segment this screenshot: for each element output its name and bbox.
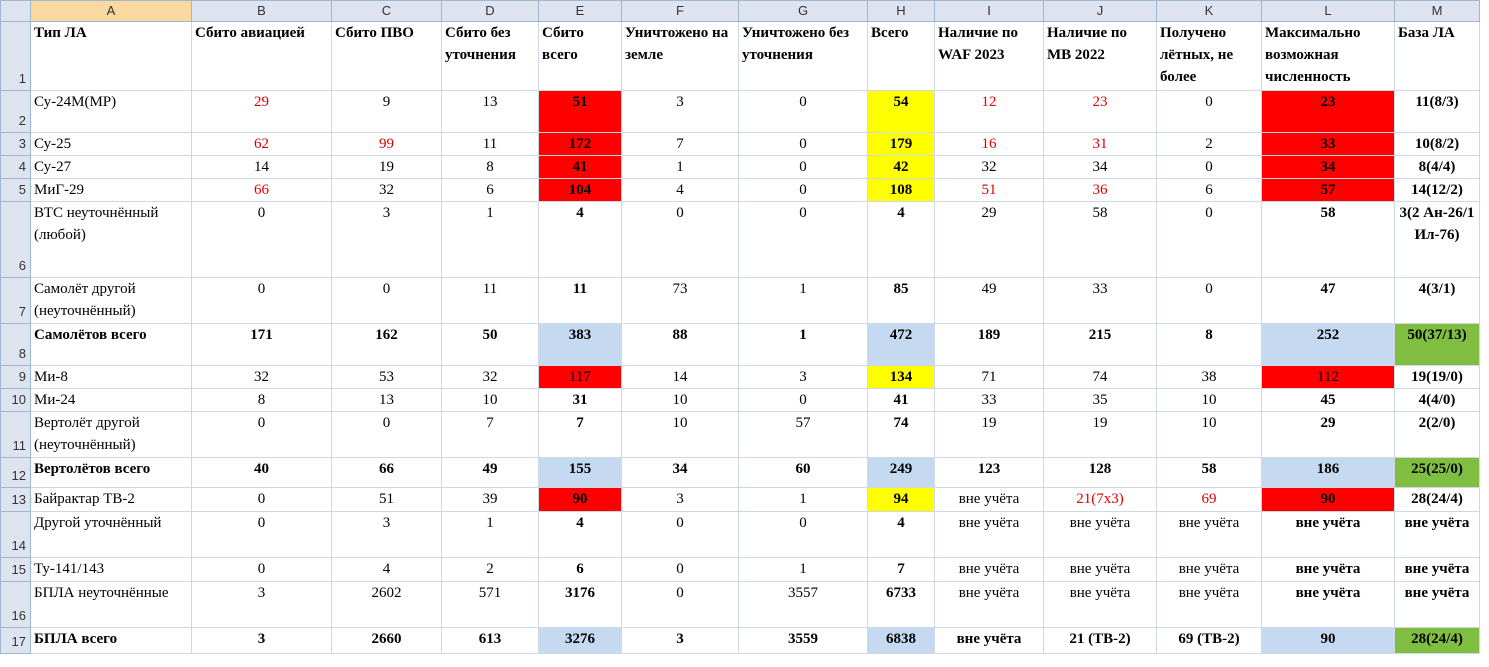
cell-f12[interactable]: 34 (622, 458, 739, 488)
cell-e12[interactable]: 155 (539, 458, 622, 488)
cell-d4[interactable]: 8 (442, 156, 539, 179)
cell-c11[interactable]: 0 (332, 412, 442, 458)
cell-e11[interactable]: 7 (539, 412, 622, 458)
cell-j15[interactable]: вне учёта (1044, 558, 1157, 582)
table-row (1, 512, 1480, 558)
cell-e4[interactable]: 41 (539, 156, 622, 179)
cell-f2[interactable]: 3 (622, 91, 739, 133)
cell-e6[interactable]: 4 (539, 202, 622, 278)
row-header[interactable]: 10 (1, 389, 31, 412)
cell-g4[interactable]: 0 (739, 156, 868, 179)
cell-m14[interactable]: вне учёта (1395, 512, 1480, 558)
cell-b6[interactable]: 0 (192, 202, 332, 278)
cell-i11[interactable]: 19 (935, 412, 1044, 458)
cell-b12[interactable]: 40 (192, 458, 332, 488)
cell-j10[interactable]: 35 (1044, 389, 1157, 412)
row-header[interactable]: 12 (1, 458, 31, 488)
cell-m17[interactable]: 28(24/4) (1395, 628, 1480, 654)
cell-i2[interactable]: 12 (935, 91, 1044, 133)
cell-l14[interactable]: вне учёта (1262, 512, 1395, 558)
cell-c13[interactable]: 51 (332, 488, 442, 512)
cell-f11[interactable]: 10 (622, 412, 739, 458)
cell-g10[interactable]: 0 (739, 389, 868, 412)
cell-e7[interactable]: 11 (539, 278, 622, 324)
cell-a1[interactable]: Тип ЛА (31, 22, 192, 91)
cell-h2[interactable]: 54 (868, 91, 935, 133)
cell-e10[interactable]: 31 (539, 389, 622, 412)
cell-h8[interactable]: 472 (868, 324, 935, 366)
cell-l13[interactable]: 90 (1262, 488, 1395, 512)
cell-g17[interactable]: 3559 (739, 628, 868, 654)
cell-a14[interactable]: Другой уточнённый (31, 512, 192, 558)
cell-h7[interactable]: 85 (868, 278, 935, 324)
cell-l4[interactable]: 34 (1262, 156, 1395, 179)
cell-f15[interactable]: 0 (622, 558, 739, 582)
cell-e8[interactable]: 383 (539, 324, 622, 366)
cell-f16[interactable]: 0 (622, 582, 739, 628)
cell-c15[interactable]: 4 (332, 558, 442, 582)
cell-k6[interactable]: 0 (1157, 202, 1262, 278)
table-row (1, 202, 1480, 278)
cell-g5[interactable]: 0 (739, 179, 868, 202)
cell-d11[interactable]: 7 (442, 412, 539, 458)
cell-m1[interactable]: База ЛА (1395, 22, 1480, 91)
cell-c7[interactable]: 0 (332, 278, 442, 324)
cell-b13[interactable]: 0 (192, 488, 332, 512)
cell-b8[interactable]: 171 (192, 324, 332, 366)
cell-k11[interactable]: 10 (1157, 412, 1262, 458)
cell-g12[interactable]: 60 (739, 458, 868, 488)
cell-k4[interactable]: 0 (1157, 156, 1262, 179)
cell-d17[interactable]: 613 (442, 628, 539, 654)
cell-j6[interactable]: 58 (1044, 202, 1157, 278)
cell-g7[interactable]: 1 (739, 278, 868, 324)
cell-m7[interactable]: 4(3/1) (1395, 278, 1480, 324)
cell-a3[interactable]: Су-25 (31, 133, 192, 156)
column-header-h[interactable]: H (868, 1, 935, 22)
cell-c4[interactable]: 19 (332, 156, 442, 179)
cell-a9[interactable]: Ми-8 (31, 366, 192, 389)
cell-h10[interactable]: 41 (868, 389, 935, 412)
cell-l17[interactable]: 90 (1262, 628, 1395, 654)
cell-i17[interactable]: вне учёта (935, 628, 1044, 654)
row-header[interactable]: 4 (1, 156, 31, 179)
cell-f5[interactable]: 4 (622, 179, 739, 202)
cell-i8[interactable]: 189 (935, 324, 1044, 366)
cell-e17[interactable]: 3276 (539, 628, 622, 654)
cell-l11[interactable]: 29 (1262, 412, 1395, 458)
cell-k5[interactable]: 6 (1157, 179, 1262, 202)
table-row (1, 558, 1480, 582)
select-all-corner[interactable] (1, 1, 31, 22)
cell-e15[interactable]: 6 (539, 558, 622, 582)
cell-l12[interactable]: 186 (1262, 458, 1395, 488)
cell-d9[interactable]: 32 (442, 366, 539, 389)
cell-c12[interactable]: 66 (332, 458, 442, 488)
cell-i10[interactable]: 33 (935, 389, 1044, 412)
cell-c9[interactable]: 53 (332, 366, 442, 389)
cell-k10[interactable]: 10 (1157, 389, 1262, 412)
cell-f10[interactable]: 10 (622, 389, 739, 412)
row-header[interactable]: 13 (1, 488, 31, 512)
cell-i7[interactable]: 49 (935, 278, 1044, 324)
cell-m9[interactable]: 19(19/0) (1395, 366, 1480, 389)
column-header-i[interactable]: I (935, 1, 1044, 22)
cell-h16[interactable]: 6733 (868, 582, 935, 628)
cell-j3[interactable]: 31 (1044, 133, 1157, 156)
cell-d10[interactable]: 10 (442, 389, 539, 412)
cell-h6[interactable]: 4 (868, 202, 935, 278)
cell-l9[interactable]: 112 (1262, 366, 1395, 389)
cell-j5[interactable]: 36 (1044, 179, 1157, 202)
cell-d3[interactable]: 11 (442, 133, 539, 156)
table-row (1, 179, 1480, 202)
row-header[interactable]: 14 (1, 512, 31, 558)
cell-c17[interactable]: 2660 (332, 628, 442, 654)
table-row (1, 278, 1480, 324)
cell-m4[interactable]: 8(4/4) (1395, 156, 1480, 179)
cell-k17[interactable]: 69 (ТВ-2) (1157, 628, 1262, 654)
cell-k2[interactable]: 0 (1157, 91, 1262, 133)
cell-g15[interactable]: 1 (739, 558, 868, 582)
cell-c2[interactable]: 9 (332, 91, 442, 133)
cell-h3[interactable]: 179 (868, 133, 935, 156)
cell-j1[interactable]: Наличие по МВ 2022 (1044, 22, 1157, 91)
cell-a16[interactable]: БПЛА неуточнённые (31, 582, 192, 628)
cell-a11[interactable]: Вертолёт другой (неуточнённый) (31, 412, 192, 458)
cell-e2[interactable]: 51 (539, 91, 622, 133)
cell-k16[interactable]: вне учёта (1157, 582, 1262, 628)
cell-a6[interactable]: ВТС неуточнённый (любой) (31, 202, 192, 278)
cell-f7[interactable]: 73 (622, 278, 739, 324)
cell-l3[interactable]: 33 (1262, 133, 1395, 156)
cell-j13[interactable]: 21(7x3) (1044, 488, 1157, 512)
cell-a12[interactable]: Вертолётов всего (31, 458, 192, 488)
cell-f4[interactable]: 1 (622, 156, 739, 179)
cell-h13[interactable]: 94 (868, 488, 935, 512)
cell-l5[interactable]: 57 (1262, 179, 1395, 202)
cell-m5[interactable]: 14(12/2) (1395, 179, 1480, 202)
cell-g13[interactable]: 1 (739, 488, 868, 512)
cell-b7[interactable]: 0 (192, 278, 332, 324)
table-row (1, 91, 1480, 133)
column-header-d[interactable]: D (442, 1, 539, 22)
column-header-f[interactable]: F (622, 1, 739, 22)
cell-d12[interactable]: 49 (442, 458, 539, 488)
cell-g9[interactable]: 3 (739, 366, 868, 389)
cell-l7[interactable]: 47 (1262, 278, 1395, 324)
cell-b15[interactable]: 0 (192, 558, 332, 582)
cell-d1[interactable]: Сбито без уточнения (442, 22, 539, 91)
table-row (1, 412, 1480, 458)
cell-l6[interactable]: 58 (1262, 202, 1395, 278)
cell-d5[interactable]: 6 (442, 179, 539, 202)
cell-m8[interactable]: 50(37/13) (1395, 324, 1480, 366)
column-header-c[interactable]: C (332, 1, 442, 22)
cell-m3[interactable]: 10(8/2) (1395, 133, 1480, 156)
cell-k12[interactable]: 58 (1157, 458, 1262, 488)
row-header[interactable]: 3 (1, 133, 31, 156)
column-header-l[interactable]: L (1262, 1, 1395, 22)
cell-e1[interactable]: Сбито всего (539, 22, 622, 91)
cell-l8[interactable]: 252 (1262, 324, 1395, 366)
cell-i5[interactable]: 51 (935, 179, 1044, 202)
cell-m13[interactable]: 28(24/4) (1395, 488, 1480, 512)
cell-f9[interactable]: 14 (622, 366, 739, 389)
cell-h11[interactable]: 74 (868, 412, 935, 458)
cell-d16[interactable]: 571 (442, 582, 539, 628)
column-header-j[interactable]: J (1044, 1, 1157, 22)
row-header[interactable]: 9 (1, 366, 31, 389)
cell-d8[interactable]: 50 (442, 324, 539, 366)
cell-c10[interactable]: 13 (332, 389, 442, 412)
cell-g2[interactable]: 0 (739, 91, 868, 133)
table-row (1, 324, 1480, 366)
column-header-k[interactable]: K (1157, 1, 1262, 22)
cell-b17[interactable]: 3 (192, 628, 332, 654)
cell-i4[interactable]: 32 (935, 156, 1044, 179)
row-header[interactable]: 2 (1, 91, 31, 133)
cell-g16[interactable]: 3557 (739, 582, 868, 628)
table-row (1, 389, 1480, 412)
cell-f8[interactable]: 88 (622, 324, 739, 366)
cell-m6[interactable]: 3(2 Ан-26/1 Ил-76) (1395, 202, 1480, 278)
cell-i13[interactable]: вне учёта (935, 488, 1044, 512)
cell-l16[interactable]: вне учёта (1262, 582, 1395, 628)
cell-i1[interactable]: Наличие по WAF 2023 (935, 22, 1044, 91)
row-header[interactable]: 15 (1, 558, 31, 582)
cell-k14[interactable]: вне учёта (1157, 512, 1262, 558)
cell-m11[interactable]: 2(2/0) (1395, 412, 1480, 458)
cell-e13[interactable]: 90 (539, 488, 622, 512)
row-header[interactable]: 16 (1, 582, 31, 628)
cell-b10[interactable]: 8 (192, 389, 332, 412)
cell-a2[interactable]: Су-24М(МР) (31, 91, 192, 133)
cell-g1[interactable]: Уничтожено без уточнения (739, 22, 868, 91)
cell-m2[interactable]: 11(8/3) (1395, 91, 1480, 133)
cell-m12[interactable]: 25(25/0) (1395, 458, 1480, 488)
cell-j2[interactable]: 23 (1044, 91, 1157, 133)
cell-f14[interactable]: 0 (622, 512, 739, 558)
cell-b1[interactable]: Сбито авиацией (192, 22, 332, 91)
cell-i3[interactable]: 16 (935, 133, 1044, 156)
cell-i15[interactable]: вне учёта (935, 558, 1044, 582)
cell-m16[interactable]: вне учёта (1395, 582, 1480, 628)
cell-l2[interactable]: 23 (1262, 91, 1395, 133)
cell-k9[interactable]: 38 (1157, 366, 1262, 389)
cell-h17[interactable]: 6838 (868, 628, 935, 654)
cell-b4[interactable]: 14 (192, 156, 332, 179)
row-header[interactable]: 8 (1, 324, 31, 366)
cell-b2[interactable]: 29 (192, 91, 332, 133)
cell-g3[interactable]: 0 (739, 133, 868, 156)
cell-l10[interactable]: 45 (1262, 389, 1395, 412)
cell-d14[interactable]: 1 (442, 512, 539, 558)
cell-k1[interactable]: Получено лётных, не более (1157, 22, 1262, 91)
row-header[interactable]: 11 (1, 412, 31, 458)
cell-i12[interactable]: 123 (935, 458, 1044, 488)
cell-b14[interactable]: 0 (192, 512, 332, 558)
cell-e16[interactable]: 3176 (539, 582, 622, 628)
cell-k13[interactable]: 69 (1157, 488, 1262, 512)
cell-e9[interactable]: 117 (539, 366, 622, 389)
column-header-row (1, 1, 1480, 22)
column-header-g[interactable]: G (739, 1, 868, 22)
cell-j9[interactable]: 74 (1044, 366, 1157, 389)
table-row (1, 628, 1480, 654)
cell-d2[interactable]: 13 (442, 91, 539, 133)
cell-c1[interactable]: Сбито ПВО (332, 22, 442, 91)
cell-c8[interactable]: 162 (332, 324, 442, 366)
cell-h15[interactable]: 7 (868, 558, 935, 582)
column-header-e[interactable]: E (539, 1, 622, 22)
cell-a8[interactable]: Самолётов всего (31, 324, 192, 366)
cell-i6[interactable]: 29 (935, 202, 1044, 278)
cell-b11[interactable]: 0 (192, 412, 332, 458)
cell-i16[interactable]: вне учёта (935, 582, 1044, 628)
cell-b5[interactable]: 66 (192, 179, 332, 202)
cell-h5[interactable]: 108 (868, 179, 935, 202)
cell-k15[interactable]: вне учёта (1157, 558, 1262, 582)
cell-g11[interactable]: 57 (739, 412, 868, 458)
cell-d7[interactable]: 11 (442, 278, 539, 324)
cell-d6[interactable]: 1 (442, 202, 539, 278)
row-header[interactable]: 6 (1, 202, 31, 278)
cell-b3[interactable]: 62 (192, 133, 332, 156)
cell-i9[interactable]: 71 (935, 366, 1044, 389)
row-header[interactable]: 17 (1, 628, 31, 654)
cell-f17[interactable]: 3 (622, 628, 739, 654)
cell-a17[interactable]: БПЛА всего (31, 628, 192, 654)
cell-c14[interactable]: 3 (332, 512, 442, 558)
cell-i14[interactable]: вне учёта (935, 512, 1044, 558)
cell-l1[interactable]: Максимально возможная численность (1262, 22, 1395, 91)
cell-h4[interactable]: 42 (868, 156, 935, 179)
cell-c3[interactable]: 99 (332, 133, 442, 156)
cell-d13[interactable]: 39 (442, 488, 539, 512)
cell-j11[interactable]: 19 (1044, 412, 1157, 458)
cell-d15[interactable]: 2 (442, 558, 539, 582)
cell-f13[interactable]: 3 (622, 488, 739, 512)
cell-j4[interactable]: 34 (1044, 156, 1157, 179)
cell-c6[interactable]: 3 (332, 202, 442, 278)
cell-a7[interactable]: Самолёт другой (неуточнённый) (31, 278, 192, 324)
cell-g8[interactable]: 1 (739, 324, 868, 366)
grid-body (1, 22, 1480, 654)
cell-h9[interactable]: 134 (868, 366, 935, 389)
row-header[interactable]: 7 (1, 278, 31, 324)
cell-j17[interactable]: 21 (ТВ-2) (1044, 628, 1157, 654)
cell-j14[interactable]: вне учёта (1044, 512, 1157, 558)
cell-f3[interactable]: 7 (622, 133, 739, 156)
cell-e3[interactable]: 172 (539, 133, 622, 156)
cell-k8[interactable]: 8 (1157, 324, 1262, 366)
cell-m15[interactable]: вне учёта (1395, 558, 1480, 582)
column-header-m[interactable]: M (1395, 1, 1480, 22)
cell-k7[interactable]: 0 (1157, 278, 1262, 324)
table-row (1, 582, 1480, 628)
cell-a4[interactable]: Су-27 (31, 156, 192, 179)
cell-c5[interactable]: 32 (332, 179, 442, 202)
table-row (1, 488, 1480, 512)
cell-a5[interactable]: МиГ-29 (31, 179, 192, 202)
cell-m10[interactable]: 4(4/0) (1395, 389, 1480, 412)
table-row (1, 458, 1480, 488)
cell-f1[interactable]: Уничтожено на земле (622, 22, 739, 91)
cell-a13[interactable]: Байрактар ТВ-2 (31, 488, 192, 512)
cell-a15[interactable]: Ту-141/143 (31, 558, 192, 582)
cell-g14[interactable]: 0 (739, 512, 868, 558)
column-header-b[interactable]: B (192, 1, 332, 22)
cell-a10[interactable]: Ми-24 (31, 389, 192, 412)
cell-g6[interactable]: 0 (739, 202, 868, 278)
cell-c16[interactable]: 2602 (332, 582, 442, 628)
cell-l15[interactable]: вне учёта (1262, 558, 1395, 582)
cell-j7[interactable]: 33 (1044, 278, 1157, 324)
cell-b9[interactable]: 32 (192, 366, 332, 389)
row-header[interactable]: 1 (1, 22, 31, 91)
cell-e14[interactable]: 4 (539, 512, 622, 558)
cell-h12[interactable]: 249 (868, 458, 935, 488)
table-row (1, 22, 1480, 91)
cell-j8[interactable]: 215 (1044, 324, 1157, 366)
cell-f6[interactable]: 0 (622, 202, 739, 278)
cell-k3[interactable]: 2 (1157, 133, 1262, 156)
cell-h14[interactable]: 4 (868, 512, 935, 558)
cell-j16[interactable]: вне учёта (1044, 582, 1157, 628)
row-header[interactable]: 5 (1, 179, 31, 202)
cell-h1[interactable]: Всего (868, 22, 935, 91)
column-header-a[interactable]: A (31, 1, 192, 22)
cell-j12[interactable]: 128 (1044, 458, 1157, 488)
table-row (1, 133, 1480, 156)
cell-b16[interactable]: 3 (192, 582, 332, 628)
cell-e5[interactable]: 104 (539, 179, 622, 202)
table-row (1, 366, 1480, 389)
table-row (1, 156, 1480, 179)
